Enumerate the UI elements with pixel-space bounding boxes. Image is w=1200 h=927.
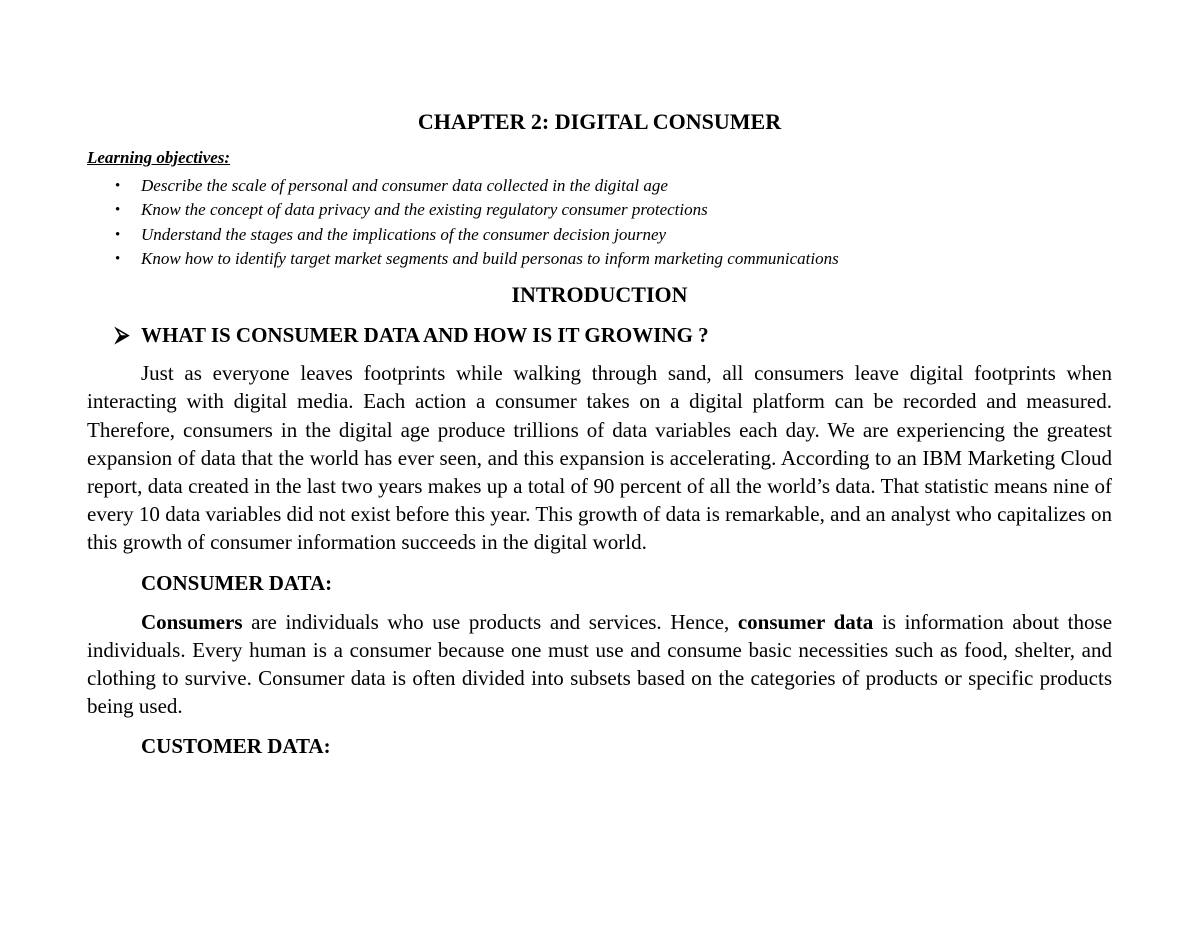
objective-text: Describe the scale of personal and consumer data collected in the digital age xyxy=(141,176,668,195)
learning-objectives-heading: Learning objectives: xyxy=(87,148,231,167)
arrow-bullet-icon: ⮚ xyxy=(115,324,130,347)
objective-item xyxy=(87,247,1112,271)
subheading-text: WHAT IS CONSUMER DATA AND HOW IS IT GROWING ? xyxy=(141,323,709,348)
consumer-data-heading: CONSUMER DATA: xyxy=(141,570,333,595)
learning-objectives-list xyxy=(87,174,1112,271)
consumers-term: Consumers xyxy=(141,609,243,634)
bullet-icon: • xyxy=(115,226,121,243)
consumer-data-text-1: are individuals who use products and services. Hence, xyxy=(242,609,738,634)
customer-data-heading: CUSTOMER DATA: xyxy=(141,734,331,759)
bullet-icon: • xyxy=(115,202,121,219)
objective-text: Know how to identify target market segments and build personas to inform marketing communications xyxy=(141,248,839,268)
objective-item xyxy=(87,174,1112,198)
consumer-data-text-2: is information about those individuals. Every human is a consumer because one must use and consume basic necessities such as food, shelter, and clothing to survive. Consumer data is often divided into subsets based on the categories of products or specific products being used. xyxy=(87,609,1113,719)
introduction-heading: INTRODUCTION xyxy=(511,282,688,308)
objective-text: Know the concept of data privacy and the existing regulatory consumer protections xyxy=(141,200,708,220)
chapter-title: CHAPTER 2: DIGITAL CONSUMER xyxy=(417,109,782,134)
bullet-icon: • xyxy=(115,178,121,194)
introduction-paragraph: Just as everyone leaves footprints while walking through sand, all consumers leave digital footprints when interacting with digital media. Each action a consumer takes on a digital platform can be recorded and measured. Therefore, consumers in the digital age produce trillions of data variables each day. We are experiencing the greatest expansion of data that the world has ever seen, and this expansion is accelerating. According to an IBM Marketing Cloud report, data created in the last two years makes up a total of 90 percent of all the world’s data. That statistic means nine of every 10 data variables did not exist before this year. This growth of data is remarkable, and an analyst who capitalizes on this growth of consumer information succeeds in the digital world. xyxy=(87,361,1112,555)
consumer-data-term: consumer data xyxy=(737,609,874,634)
objective-item xyxy=(87,223,1112,247)
objective-item xyxy=(87,198,1112,222)
objective-text: Understand the stages and the implications of the consumer decision journey xyxy=(141,224,667,244)
document-page xyxy=(87,108,1112,760)
bullet-icon: • xyxy=(115,250,121,267)
consumer-data-paragraph xyxy=(87,608,1112,721)
consumer-data-growth-subheading xyxy=(87,322,1112,348)
